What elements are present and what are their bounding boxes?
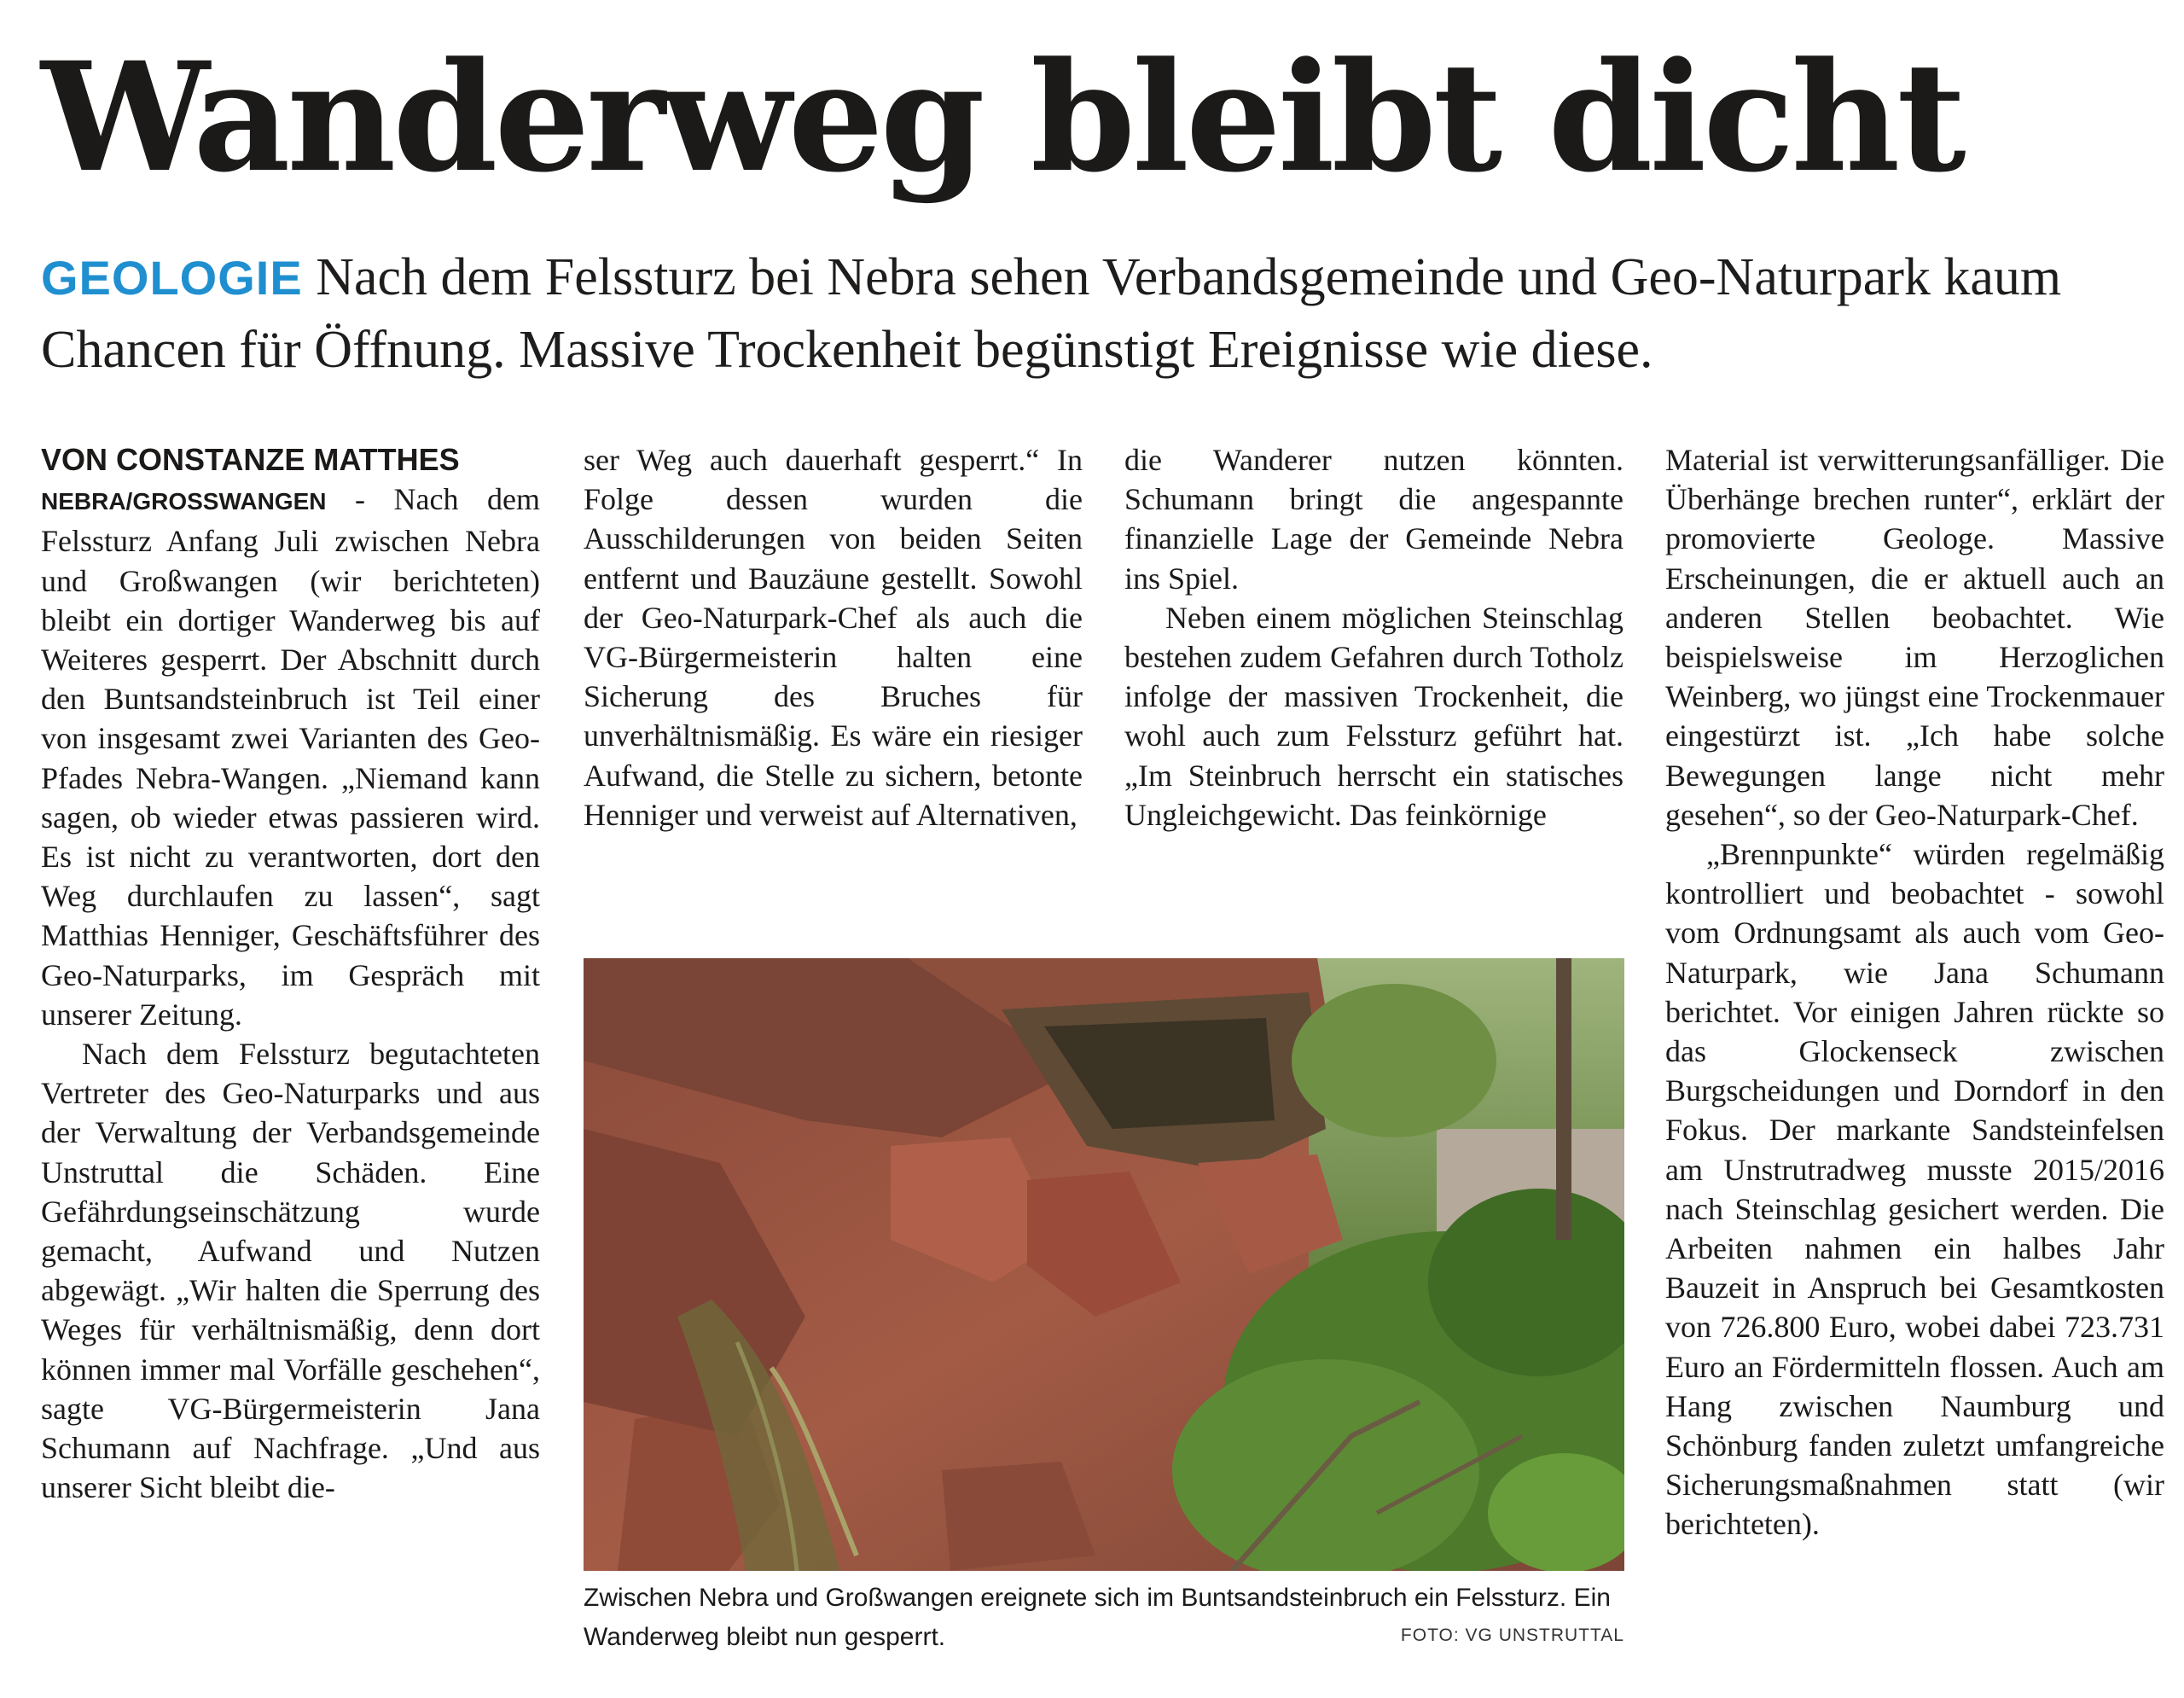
article-paragraph: Neben einem möglichen Steinschlag bestehen zudem Gefahren durch Totholz infolge der massiven Trockenheit, die wohl auch zum Felssturz geführt hat. „Im Steinbruch herrscht ein statisches Ungleichgewicht. Das feinkörnige xyxy=(1124,600,1623,832)
rockfall-photo-illustration xyxy=(584,958,1624,1571)
deck-kicker: GEOLOGIE xyxy=(41,251,303,305)
article-photo xyxy=(584,958,1624,1571)
article-paragraph xyxy=(41,480,540,1034)
article-paragraph: Material ist verwitterungsanfälliger. Die Überhänge brechen runter“, erklärt der promovierte Geologe. Massive Erscheinungen, die er aktuell auch an anderen Stellen beobachtet. Wie beispielsweise im Herzoglichen Weinberg, wo jüngst eine Trockenmauer eingestürzt ist. „Ich habe solche Bewegungen lange nicht mehr gesehen“, so der Geo-Naturpark-Chef. xyxy=(1665,443,2164,832)
headline: Wanderweg bleibt dicht xyxy=(41,29,1963,206)
photo-credit: FOTO: VG UNSTRUTTAL xyxy=(1400,1625,1624,1645)
article-column-2 xyxy=(584,440,1083,834)
article-paragraph: ser Weg auch dauerhaft gesperrt.“ In Folge dessen wurden die Ausschilderungen von beiden Seiten entfernt und Bauzäune gestellt. Sowohl der Geo-Naturpark-Chef als auch die VG-Bürgermeisterin halten eine Sicherung des Bruches für unverhältnismäßig. Es wäre ein riesiger Aufwand, die Stelle zu sichern, betonte Henniger und verweist auf Alternativen, xyxy=(584,443,1083,832)
caption-text: Zwischen Nebra und Großwangen ereignete sich im Buntsandsteinbruch ein Felssturz. Ein Wanderweg bleibt nun gesperrt. xyxy=(584,1584,1611,1651)
deck-text: Nach dem Felssturz bei Nebra sehen Verbandsgemeinde und Geo-Naturpark kaum Chancen für Öffnung. Massive Trockenheit begünstigt Ereignisse wie diese. xyxy=(41,248,2062,379)
article-paragraph: „Brennpunkte“ würden regelmäßig kontrolliert und beobachtet - sowohl vom Ordnungsamt als auch vom Geo-Naturpark, wie Jana Schumann berichtet. Vor einigen Jahren rückte so das Glockenseck zwischen Burgscheidungen und Dorndorf in den Fokus. Der markante Sandsteinfelsen am Unstrutradweg musste 2015/2016 nach Steinschlag gesichert werden. Die Arbeiten nahmen ein halbes Jahr Bauzeit in Anspruch bei Gesamtkosten von 726.800 Euro, wobei dabei 723.731 Euro an Fördermitteln flossen. Auch am Hang zwischen Naumburg und Schönburg fanden zuletzt umfangreiche Sicherungsmaßnahmen statt (wir berichteten). xyxy=(1665,837,2164,1542)
article-column-1 xyxy=(41,440,540,1507)
article-column-3 xyxy=(1124,440,1623,834)
dateline: NEBRA/GROSSWANGEN xyxy=(41,488,327,515)
article-paragraph: die Wanderer nutzen könnten. Schumann bringt die angespannte finanzielle Lage der Gemeinde Nebra ins Spiel. xyxy=(1124,443,1623,596)
photo-caption xyxy=(584,1579,1624,1657)
byline: VON CONSTANZE MATTHES xyxy=(41,442,460,477)
deck xyxy=(41,241,2165,386)
article-column-4 xyxy=(1665,440,2164,1544)
paragraph-text: - Nach dem Felssturz Anfang Juli zwischen Nebra und Großwangen (wir berichteten) bleibt ein dortiger Wanderweg bis auf Weiteres gesperrt. Der Abschnitt durch den Buntsandsteinbruch ist Teil einer von insgesamt zwei Varianten des Geo-Pfades Nebra-Wangen. „Niemand kann sagen, ob wieder etwas passieren wird. Es ist nicht zu verantworten, dort den Weg durchlaufen zu lassen“, sagt Matthias Henniger, Geschäftsführer des Geo-Naturparks, im Gespräch mit unserer Zeitung. xyxy=(41,482,540,1032)
article-paragraph: Nach dem Felssturz begutachteten Vertreter des Geo-Naturparks und aus der Verwaltung der Verbandsgemeinde Unstruttal die Schäden. Eine Gefährdungseinschätzung wurde gemacht, Aufwand und Nutzen abgewägt. „Wir halten die Sperrung des Weges für verhältnismäßig, denn dort können immer mal Vorfälle geschehen“, sagte VG-Bürgermeisterin Jana Schumann auf Nachfrage. „Und aus unserer Sicht bleibt die- xyxy=(41,1037,540,1505)
